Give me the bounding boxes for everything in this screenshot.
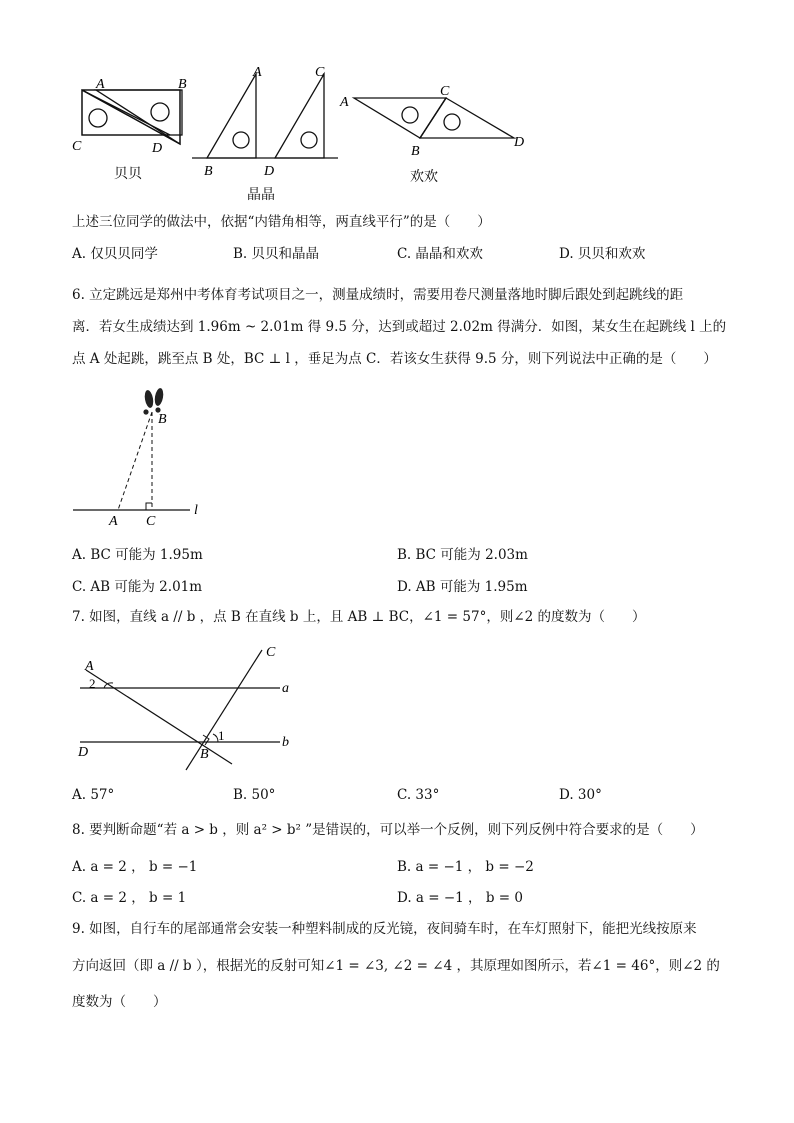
jingjing-label-b: B bbox=[204, 164, 213, 179]
jingjing-label-d: D bbox=[264, 164, 275, 179]
huanhuan-label-d: D bbox=[514, 135, 525, 150]
q8-option-d: D. a = −1 ， b = 0 bbox=[397, 890, 523, 906]
q6-stem-line-2: 离．若女生成绩达到 1.96m ~ 2.01m 得 9.5 分，达到或超过 2.02m 得满分．如图，某女生在起跳线 l 上的 bbox=[72, 319, 727, 335]
q9-stem-line-1: 9. 如图，自行车的尾部通常会安装一种塑料制成的反光镜，夜间骑车时，在车灯照射下，能把光线按原来 bbox=[72, 921, 697, 937]
q7-option-c: C. 33° bbox=[397, 787, 440, 803]
q7-label-angle-1: 1 bbox=[218, 728, 225, 743]
caption-huanhuan: 欢欢 bbox=[410, 169, 438, 185]
q7-label-angle-2: 2 bbox=[89, 676, 96, 691]
q7-figure bbox=[72, 640, 312, 775]
beibei-label-c: C bbox=[72, 139, 82, 154]
line-bc bbox=[186, 650, 262, 770]
q6-option-d: D. AB 可能为 1.95m bbox=[397, 579, 528, 595]
q6-option-b: B. BC 可能为 2.03m bbox=[397, 547, 528, 563]
beibei-label-d: D bbox=[152, 141, 163, 156]
q5-option-c: C. 晶晶和欢欢 bbox=[397, 246, 483, 262]
q7-label-b-point: B bbox=[200, 747, 209, 762]
q7-option-d: D. 30° bbox=[559, 787, 602, 803]
q6-option-c: C. AB 可能为 2.01m bbox=[72, 579, 203, 595]
q7-label-line-b: b bbox=[282, 735, 289, 750]
q7-option-a: A. 57° bbox=[72, 787, 115, 803]
caption-jingjing: 晶晶 bbox=[247, 187, 275, 203]
caption-beibei: 贝贝 bbox=[114, 166, 142, 182]
q6-label-b: B bbox=[158, 412, 167, 427]
figure-beibei bbox=[82, 90, 182, 144]
q8-option-b: B. a = −1 ， b = −2 bbox=[397, 859, 534, 875]
right-angle-mark bbox=[146, 503, 152, 510]
q5-option-a: A. 仅贝贝同学 bbox=[72, 246, 158, 262]
q6-label-l: l bbox=[194, 503, 198, 518]
figure-jingjing bbox=[192, 74, 338, 158]
q6-option-a: A. BC 可能为 1.95m bbox=[72, 547, 203, 563]
line-ab bbox=[86, 670, 232, 764]
q8-option-a: A. a = 2 ， b = −1 bbox=[72, 859, 198, 875]
angle-2-arc bbox=[104, 683, 113, 688]
beibei-label-a: A bbox=[96, 77, 105, 92]
q6-stem-line-1: 6. 立定跳远是郑州中考体育考试项目之一，测量成绩时，需要用卷尺测量落地时脚后跟处到起跳线的距 bbox=[72, 287, 684, 303]
huanhuan-label-b: B bbox=[411, 144, 420, 159]
q6-figure bbox=[65, 385, 215, 530]
q8-option-c: C. a = 2 ， b = 1 bbox=[72, 890, 187, 906]
right-angle-mark bbox=[203, 735, 209, 745]
q5-option-b: B. 贝贝和晶晶 bbox=[233, 246, 320, 262]
q5-option-d: D. 贝贝和欢欢 bbox=[559, 246, 646, 262]
segment-ab bbox=[118, 412, 152, 510]
q9-stem-line-2: 方向返回（即 a // b ），根据光的反射可知∠1 = ∠3, ∠2 = ∠4 ，其原理如图所示，若∠1 = 46°，则∠2 的 bbox=[72, 958, 720, 974]
q7-label-c: C bbox=[266, 645, 276, 660]
jingjing-label-c: C bbox=[315, 65, 325, 80]
q7-stem: 7. 如图，直线 a // b ，点 B 在直线 b 上，且 AB ⊥ BC，∠1 = 57°，则∠2 的度数为（ ） bbox=[72, 609, 646, 625]
q7-option-b: B. 50° bbox=[233, 787, 276, 803]
q9-stem-line-3: 度数为（ ） bbox=[72, 994, 167, 1010]
q7-label-d: D bbox=[78, 745, 89, 760]
q5-stem: 上述三位同学的做法中，依据“内错角相等，两直线平行”的是（ ） bbox=[72, 214, 491, 230]
q6-stem-line-3: 点 A 处起跳，跳至点 B 处，BC ⊥ l ，垂足为点 C．若该女生获得 9.5 分，则下列说法中正确的是（ ） bbox=[72, 351, 717, 367]
figure-huanhuan bbox=[354, 98, 514, 138]
q7-label-line-a: a bbox=[282, 681, 289, 696]
jingjing-label-a: A bbox=[253, 65, 262, 80]
q7-label-a-point: A bbox=[85, 659, 94, 674]
q6-label-a: A bbox=[109, 514, 118, 529]
huanhuan-label-c: C bbox=[440, 84, 450, 99]
beibei-label-b: B bbox=[178, 77, 187, 92]
huanhuan-label-a: A bbox=[340, 95, 349, 110]
q8-stem: 8. 要判断命题“若 a > b ，则 a² > b² ”是错误的，可以举一个反例，则下列反例中符合要求的是（ ） bbox=[72, 822, 704, 838]
q5-figures bbox=[60, 60, 540, 205]
footprint-icon bbox=[143, 387, 164, 414]
q6-label-c: C bbox=[146, 514, 156, 529]
